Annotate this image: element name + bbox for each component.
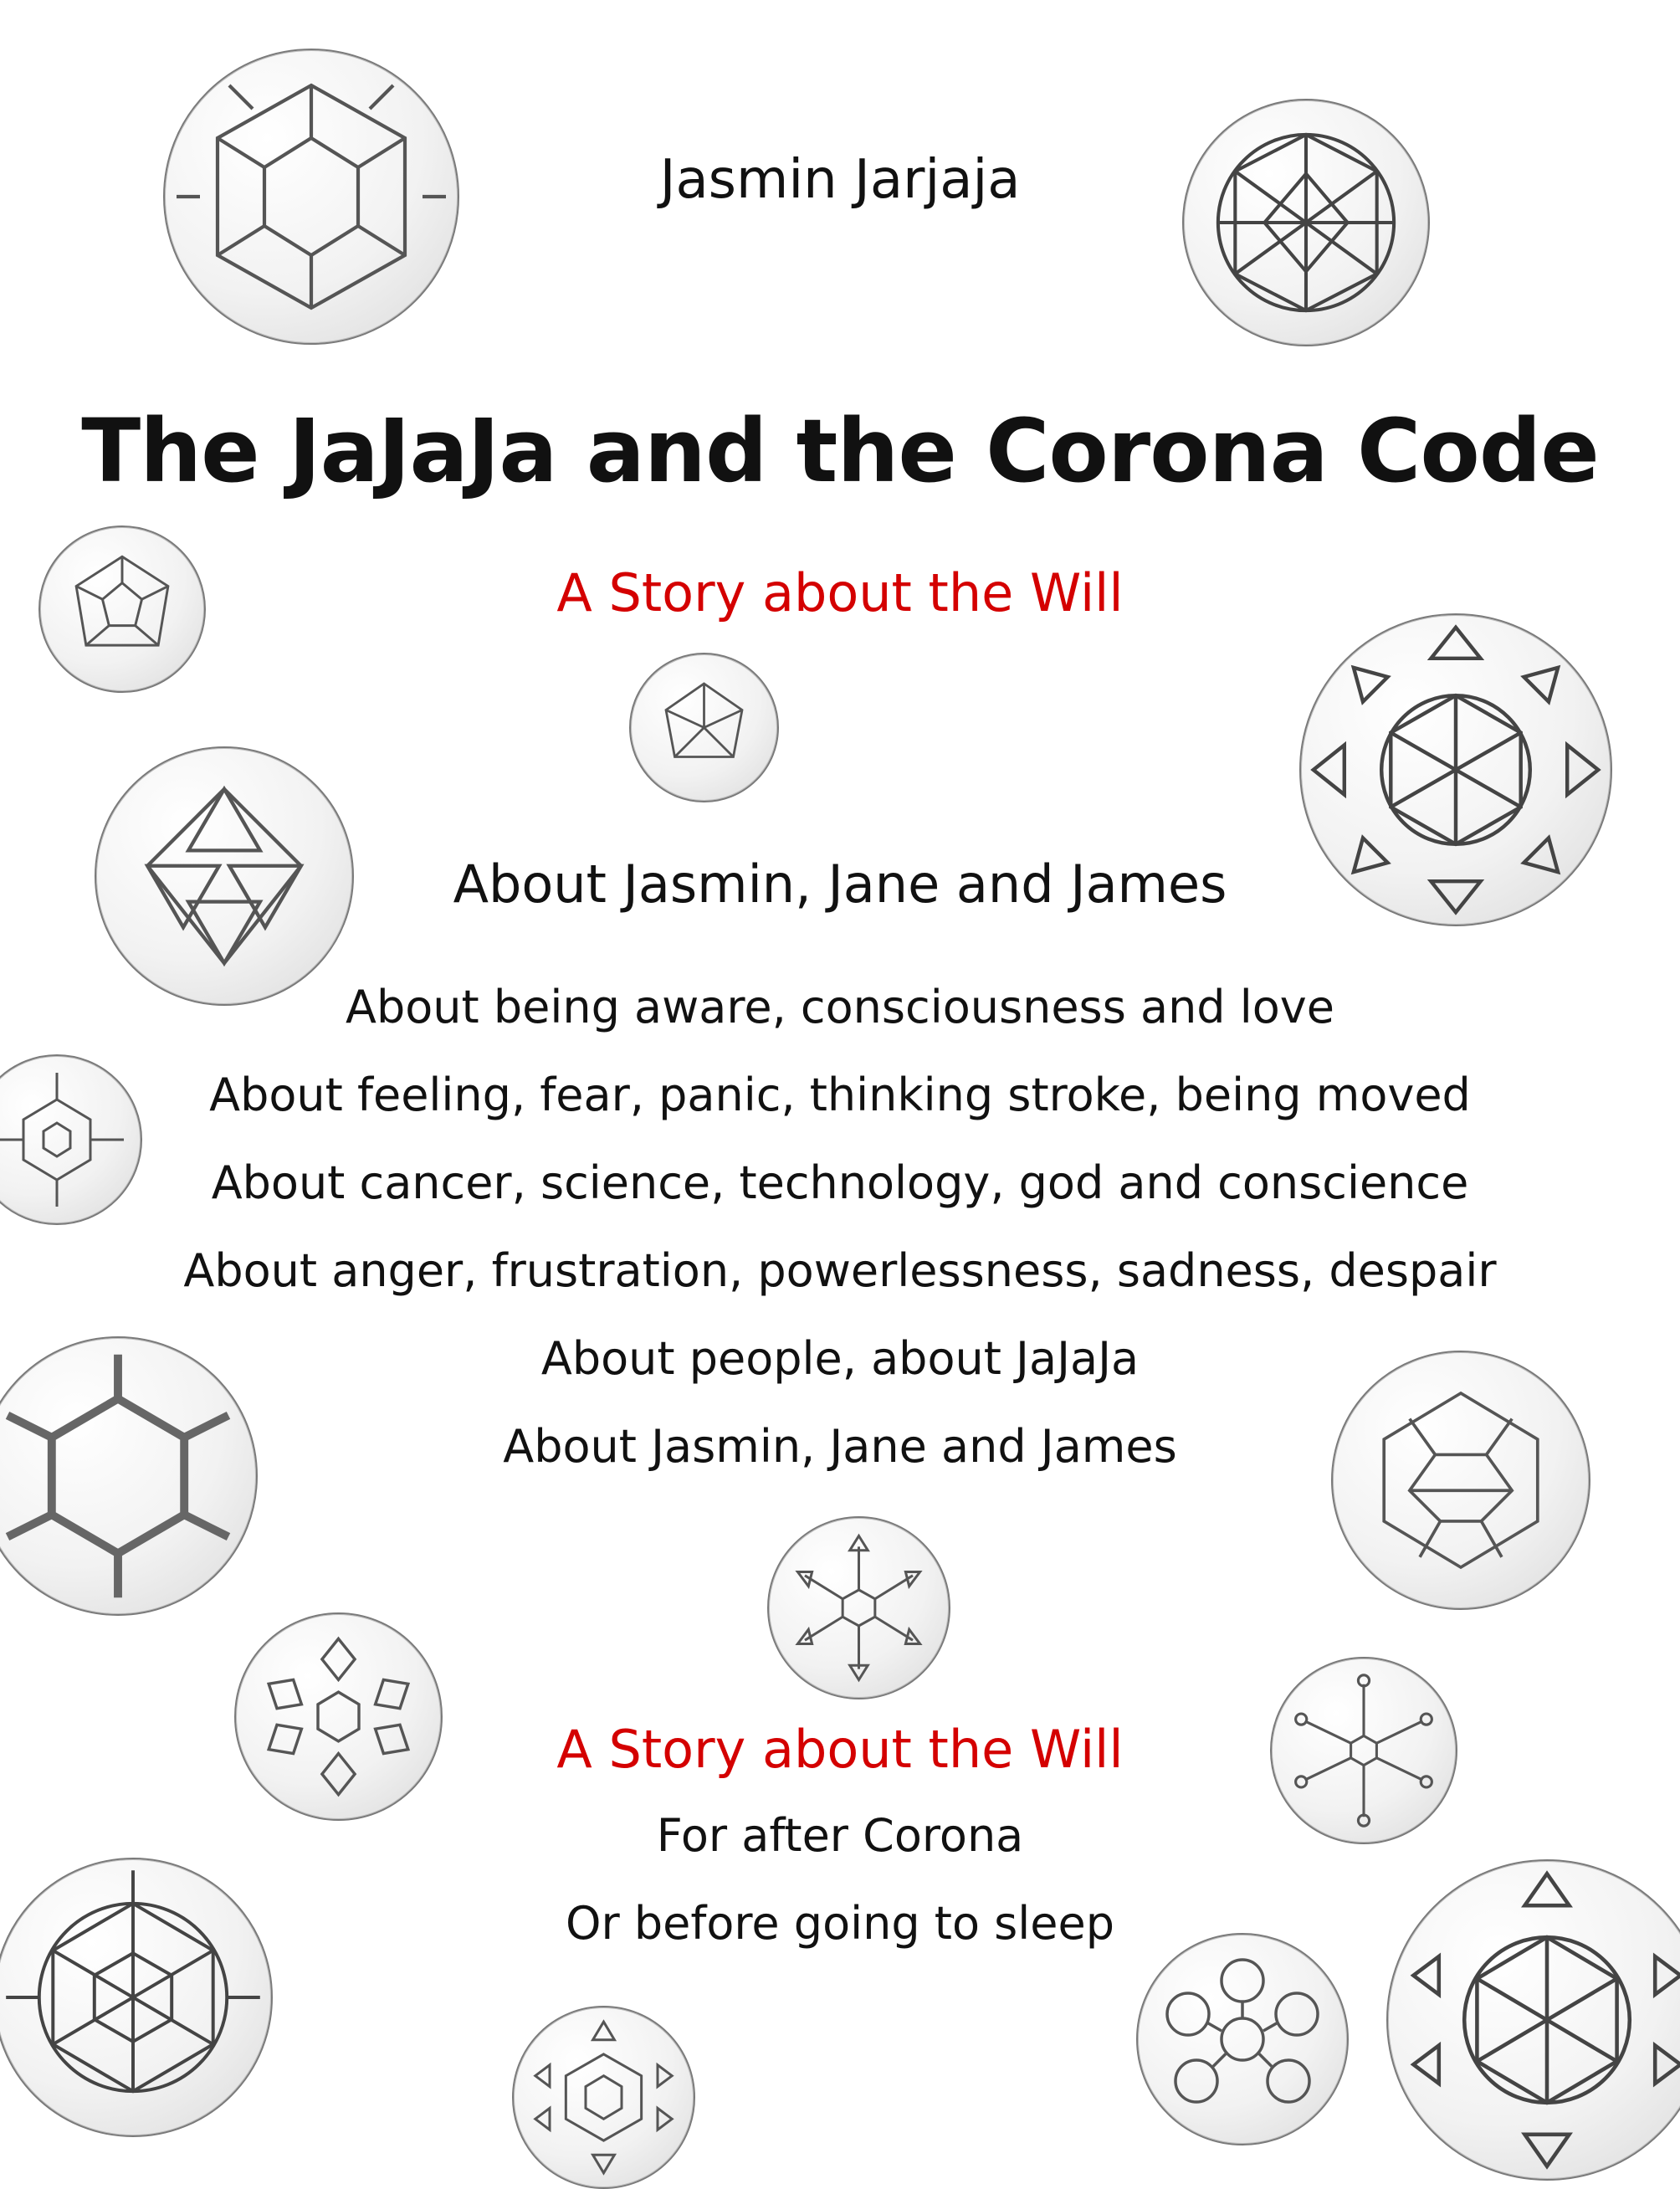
molecular-sphere-icon (1136, 1933, 1349, 2145)
molecular-sphere-icon (629, 653, 779, 802)
about-line: About feeling, fear, panic, thinking stroke, being moved (209, 1069, 1471, 1121)
footer-line: For after Corona (656, 1809, 1024, 1862)
about-line: About being aware, consciousness and love (346, 981, 1334, 1033)
about-line: About Jasmin, Jane and James (503, 1420, 1177, 1473)
author-name: Jasmin Jarjaja (659, 149, 1021, 211)
about-line: About people, about JaJaJa (540, 1332, 1140, 1385)
book-title: The JaJaJa and the Corona Code (81, 400, 1599, 502)
subtitle-top: A Story about the Will (556, 562, 1124, 623)
about-heading: About Jasmin, Jane and James (453, 854, 1227, 915)
molecular-sphere-icon (1182, 99, 1430, 346)
about-line: About cancer, science, technology, god and conscience (211, 1156, 1469, 1209)
molecular-sphere-icon (1331, 1351, 1590, 1610)
footer-line: Or before going to sleep (565, 1897, 1115, 1950)
subtitle-bottom: A Story about the Will (556, 1719, 1124, 1780)
molecular-sphere-icon (234, 1612, 443, 1821)
molecular-sphere-icon (512, 2006, 695, 2189)
molecular-sphere-icon (767, 1516, 950, 1699)
about-line: About anger, frustration, powerlessness, sadness, despair (183, 1244, 1497, 1297)
